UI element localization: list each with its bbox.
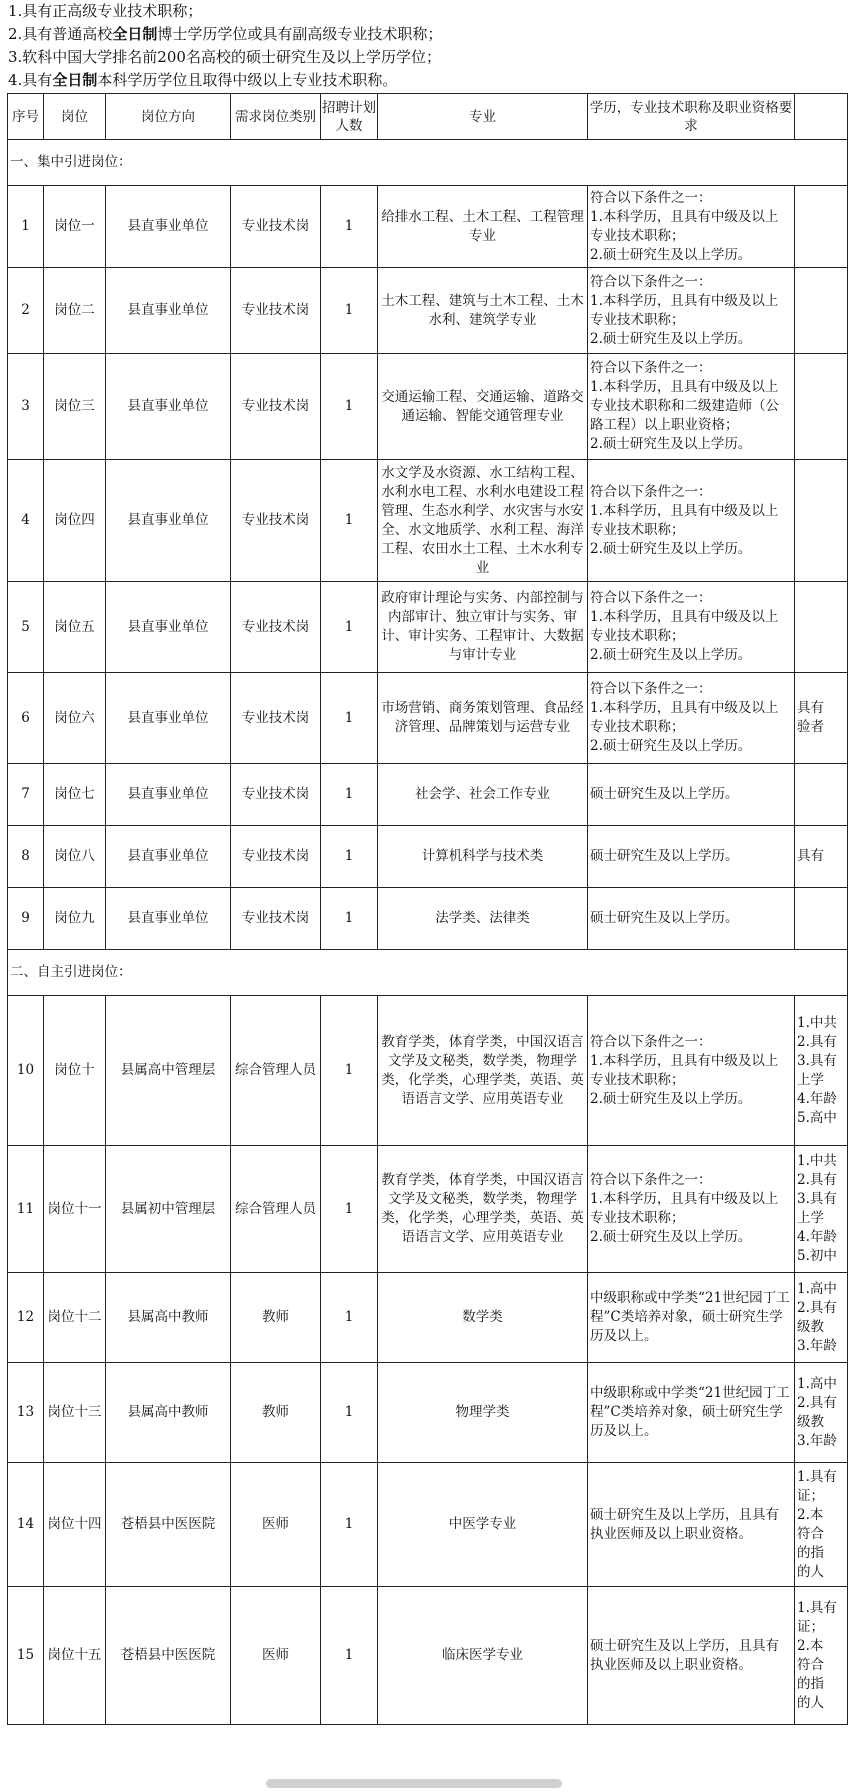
requirement-line: 符合以下条件之一： [590, 1033, 712, 1050]
cell-direction: 县直事业单位 [106, 186, 231, 268]
other-line: 的指 [797, 1544, 824, 1561]
requirement-line: 1.本科学历，且具有中级及以上 [590, 1191, 779, 1207]
cell-direction: 县直事业单位 [106, 354, 231, 460]
requirement-line: 2.硕士研究生及以上学历。 [590, 647, 752, 663]
cell-no: 14 [8, 1463, 44, 1587]
other-line: 3.具有 [797, 1191, 837, 1207]
table-header-row [8, 94, 848, 140]
cell-major: 教育学类，体育学类，中国汉语言文学及文秘类，数学类，物理学类，化学类，心理学类，英语、英语语言文学、应用英语专业 [378, 996, 588, 1146]
requirement-line: 硕士研究生及以上学历。 [590, 910, 739, 926]
requirement-line: 历及以上。 [590, 1423, 658, 1439]
other-line: 具有 [797, 848, 824, 864]
cell-count: 1 [321, 996, 378, 1146]
cell-post: 岗位十二 [44, 1273, 106, 1363]
cell-requirements [588, 460, 795, 582]
other-line: 级教 [797, 1413, 824, 1430]
requirement-line: 符合以下条件之一： [590, 360, 712, 376]
requirement-line: 程”C类培养对象，硕士研究生学 [590, 1404, 783, 1420]
other-line: 上学 [797, 1071, 824, 1088]
cell-other [795, 1363, 848, 1463]
other-line: 2.具有 [797, 1172, 837, 1188]
requirement-line: 1.本科学历，且具有中级及以上 [590, 502, 779, 519]
cell-other [795, 888, 848, 950]
cell-other [795, 673, 848, 764]
cell-count: 1 [321, 460, 378, 582]
cell-type: 专业技术岗 [231, 460, 321, 582]
requirement-line: 执业医师及以上职业资格。 [590, 1525, 752, 1542]
cell-post: 岗位十四 [44, 1463, 106, 1587]
cell-other [795, 1273, 848, 1363]
cell-major: 计算机科学与技术类 [378, 826, 588, 888]
cell-other [795, 582, 848, 673]
table-row [8, 186, 848, 268]
condition-3: 3.软科中国大学排名前200名高校的硕士研究生及以上学历学位； [8, 48, 441, 66]
other-line: 的人 [797, 1694, 824, 1711]
requirement-line: 符合以下条件之一： [590, 273, 712, 290]
cell-type: 教师 [231, 1363, 321, 1463]
requirement-line: 2.硕士研究生及以上学历。 [590, 738, 752, 754]
cell-no: 4 [8, 460, 44, 582]
cell-no: 8 [8, 826, 44, 888]
requirement-line: 2.硕士研究生及以上学历。 [590, 1229, 752, 1245]
other-line: 2.本 [797, 1637, 824, 1654]
table-row [8, 1363, 848, 1463]
other-line: 1.中共 [797, 1014, 837, 1031]
cell-direction: 县属高中教师 [106, 1273, 231, 1363]
other-line: 4.年龄 [797, 1090, 837, 1107]
requirement-line: 专业技术职称和二级建造师（公 [590, 398, 779, 414]
other-line: 2.具有 [797, 1033, 837, 1050]
cell-major: 中医学专业 [378, 1463, 588, 1587]
header-no: 序号 [8, 94, 44, 140]
requirement-line: 符合以下条件之一： [590, 590, 712, 606]
cell-major: 教育学类，体育学类，中国汉语言文学及文秘类，数学类，物理学类，化学类，心理学类，英语、英语语言文学、应用英语专业 [378, 1146, 588, 1273]
cell-requirements [588, 186, 795, 268]
other-line: 证； [797, 1487, 824, 1504]
cell-no: 11 [8, 1146, 44, 1273]
cell-count: 1 [321, 764, 378, 826]
table-row [8, 354, 848, 460]
cell-direction: 苍梧县中医医院 [106, 1587, 231, 1725]
cell-type: 专业技术岗 [231, 186, 321, 268]
other-line: 2.具有 [797, 1394, 837, 1411]
cell-other [795, 354, 848, 460]
cell-other [795, 1463, 848, 1587]
header-requirements: 学历，专业技术职称及职业资格要求 [588, 94, 795, 140]
table-row [8, 268, 848, 354]
cell-major: 交通运输工程、交通运输、道路交通运输、智能交通管理专业 [378, 354, 588, 460]
cell-direction: 县直事业单位 [106, 673, 231, 764]
requirement-line: 2.硕士研究生及以上学历。 [590, 1090, 752, 1107]
cell-count: 1 [321, 1587, 378, 1725]
header-major: 专业 [378, 94, 588, 140]
requirement-line: 硕士研究生及以上学历，且具有 [590, 1637, 779, 1654]
conditions-list [8, 0, 828, 92]
cell-type: 医师 [231, 1463, 321, 1587]
cell-post: 岗位九 [44, 888, 106, 950]
cell-count: 1 [321, 1146, 378, 1273]
cell-type: 专业技术岗 [231, 354, 321, 460]
cell-count: 1 [321, 673, 378, 764]
cell-requirements [588, 1146, 795, 1273]
table-row [8, 673, 848, 764]
cell-requirements [588, 1463, 795, 1587]
cell-type: 综合管理人员 [231, 1146, 321, 1273]
requirement-line: 专业技术职称； [590, 521, 685, 538]
cell-post: 岗位十一 [44, 1146, 106, 1273]
other-line: 1.中共 [797, 1153, 837, 1169]
table-row [8, 996, 848, 1146]
cell-count: 1 [321, 186, 378, 268]
cell-count: 1 [321, 1463, 378, 1587]
requirement-line: 符合以下条件之一： [590, 681, 712, 697]
requirement-line: 硕士研究生及以上学历。 [590, 848, 739, 864]
horizontal-scrollbar[interactable] [266, 1779, 562, 1788]
other-line: 3.具有 [797, 1052, 837, 1069]
other-line: 的指 [797, 1675, 824, 1692]
cell-post: 岗位七 [44, 764, 106, 826]
cell-count: 1 [321, 582, 378, 673]
table-row [8, 888, 848, 950]
requirement-line: 1.本科学历，且具有中级及以上 [590, 1052, 779, 1069]
cell-type: 专业技术岗 [231, 673, 321, 764]
cell-direction: 县直事业单位 [106, 764, 231, 826]
cell-major: 社会学、社会工作专业 [378, 764, 588, 826]
requirement-line: 符合以下条件之一： [590, 483, 712, 500]
cell-direction: 苍梧县中医医院 [106, 1463, 231, 1587]
table-row [8, 826, 848, 888]
requirement-line: 中级职称或中学类“21世纪园丁工 [590, 1290, 790, 1306]
cell-major: 土木工程、建筑与土木工程、土木水利、建筑学专业 [378, 268, 588, 354]
cell-other [795, 268, 848, 354]
table-row [8, 1463, 848, 1587]
section-title: 二、自主引进岗位： [8, 950, 848, 996]
table-row [8, 1146, 848, 1273]
cell-type: 专业技术岗 [231, 764, 321, 826]
cell-direction: 县属高中管理层 [106, 996, 231, 1146]
other-line: 3.年龄 [797, 1432, 837, 1449]
cell-requirements [588, 996, 795, 1146]
header-count: 招聘计划人数 [321, 94, 378, 140]
cell-count: 1 [321, 826, 378, 888]
cell-other [795, 1146, 848, 1273]
other-line: 2.具有 [797, 1299, 837, 1316]
cell-post: 岗位二 [44, 268, 106, 354]
table-row [8, 764, 848, 826]
table-row [8, 582, 848, 673]
requirement-line: 专业技术职称； [590, 1210, 685, 1226]
cell-no: 13 [8, 1363, 44, 1463]
cell-direction: 县直事业单位 [106, 582, 231, 673]
cell-requirements [588, 1587, 795, 1725]
other-line: 的人 [797, 1563, 824, 1580]
cell-post: 岗位三 [44, 354, 106, 460]
other-line: 4.年龄 [797, 1229, 837, 1245]
cell-post: 岗位五 [44, 582, 106, 673]
cell-requirements [588, 354, 795, 460]
other-line: 证； [797, 1618, 824, 1635]
cell-requirements [588, 1273, 795, 1363]
other-line: 1.具有 [797, 1599, 837, 1616]
cell-post: 岗位十 [44, 996, 106, 1146]
cell-type: 专业技术岗 [231, 826, 321, 888]
cell-requirements [588, 1363, 795, 1463]
section-title: 一、集中引进岗位： [8, 140, 848, 186]
cell-major: 法学类、法律类 [378, 888, 588, 950]
cell-direction: 县直事业单位 [106, 460, 231, 582]
requirement-line: 历及以上。 [590, 1328, 658, 1344]
header-type: 需求岗位类别 [231, 94, 321, 140]
requirement-line: 符合以下条件之一： [590, 1172, 712, 1188]
cell-no: 1 [8, 186, 44, 268]
other-line: 符合 [797, 1656, 824, 1673]
condition-4: 4.具有全日制本科学历学位且取得中级以上专业技术职称。 [8, 71, 398, 89]
cell-requirements [588, 582, 795, 673]
requirement-line: 1.本科学历，且具有中级及以上 [590, 379, 779, 395]
positions-table [7, 93, 848, 1725]
cell-requirements [588, 826, 795, 888]
other-line: 1.高中 [797, 1375, 837, 1392]
header-direction: 岗位方向 [106, 94, 231, 140]
cell-major: 给排水工程、土木工程、工程管理专业 [378, 186, 588, 268]
other-line: 验者 [797, 719, 824, 735]
cell-count: 1 [321, 1363, 378, 1463]
cell-type: 专业技术岗 [231, 268, 321, 354]
cell-post: 岗位十三 [44, 1363, 106, 1463]
cell-direction: 县直事业单位 [106, 268, 231, 354]
other-line: 2.本 [797, 1506, 824, 1523]
cell-major: 政府审计理论与实务、内部控制与内部审计、独立审计与实务、审计、审计实务、工程审计、大数据与审计专业 [378, 582, 588, 673]
condition-2: 2.具有普通高校全日制博士学历学位或具有副高级专业技术职称； [8, 25, 443, 43]
requirement-line: 2.硕士研究生及以上学历。 [590, 436, 752, 452]
requirement-line: 专业技术职称； [590, 628, 685, 644]
cell-no: 5 [8, 582, 44, 673]
other-line: 1.高中 [797, 1280, 837, 1297]
cell-type: 综合管理人员 [231, 996, 321, 1146]
requirement-line: 硕士研究生及以上学历，且具有 [590, 1506, 779, 1523]
requirement-line: 专业技术职称； [590, 1071, 685, 1088]
requirement-line: 2.硕士研究生及以上学历。 [590, 330, 752, 347]
requirement-line: 1.本科学历，且具有中级及以上 [590, 208, 779, 225]
requirement-line: 2.硕士研究生及以上学历。 [590, 246, 752, 263]
other-line: 5.高中 [797, 1109, 837, 1126]
cell-post: 岗位八 [44, 826, 106, 888]
cell-direction: 县属高中教师 [106, 1363, 231, 1463]
cell-other [795, 764, 848, 826]
requirement-line: 执业医师及以上职业资格。 [590, 1656, 752, 1673]
cell-type: 专业技术岗 [231, 582, 321, 673]
cell-direction: 县属初中管理层 [106, 1146, 231, 1273]
header-post: 岗位 [44, 94, 106, 140]
cell-major: 数学类 [378, 1273, 588, 1363]
cell-other [795, 1587, 848, 1725]
cell-no: 10 [8, 996, 44, 1146]
cell-count: 1 [321, 888, 378, 950]
table-row [8, 1273, 848, 1363]
cell-no: 9 [8, 888, 44, 950]
other-line: 符合 [797, 1525, 824, 1542]
other-line: 上学 [797, 1210, 824, 1226]
requirement-line: 硕士研究生及以上学历。 [590, 786, 739, 802]
requirement-line: 路工程）以上职业资格； [590, 417, 739, 433]
section-row [8, 950, 848, 996]
cell-no: 6 [8, 673, 44, 764]
cell-post: 岗位四 [44, 460, 106, 582]
cell-no: 12 [8, 1273, 44, 1363]
other-line: 级教 [797, 1318, 824, 1335]
requirement-line: 专业技术职称； [590, 311, 685, 328]
cell-other [795, 460, 848, 582]
cell-post: 岗位十五 [44, 1587, 106, 1725]
other-line: 具有 [797, 700, 824, 716]
requirement-line: 2.硕士研究生及以上学历。 [590, 540, 752, 557]
cell-requirements [588, 888, 795, 950]
cell-type: 教师 [231, 1273, 321, 1363]
cell-requirements [588, 268, 795, 354]
cell-direction: 县直事业单位 [106, 826, 231, 888]
requirement-line: 1.本科学历，且具有中级及以上 [590, 700, 779, 716]
requirement-line: 1.本科学历，且具有中级及以上 [590, 292, 779, 309]
cell-major: 物理学类 [378, 1363, 588, 1463]
cell-other [795, 996, 848, 1146]
table-row [8, 460, 848, 582]
cell-type: 专业技术岗 [231, 888, 321, 950]
cell-no: 15 [8, 1587, 44, 1725]
header-other [795, 94, 848, 140]
cell-major: 市场营销、商务策划管理、食品经济管理、品牌策划与运营专业 [378, 673, 588, 764]
cell-type: 医师 [231, 1587, 321, 1725]
cell-no: 2 [8, 268, 44, 354]
cell-other [795, 186, 848, 268]
cell-count: 1 [321, 354, 378, 460]
requirement-line: 专业技术职称； [590, 227, 685, 244]
cell-requirements [588, 673, 795, 764]
requirement-line: 中级职称或中学类“21世纪园丁工 [590, 1385, 790, 1401]
cell-no: 7 [8, 764, 44, 826]
cell-direction: 县直事业单位 [106, 888, 231, 950]
cell-requirements [588, 764, 795, 826]
requirement-line: 程”C类培养对象，硕士研究生学 [590, 1309, 783, 1325]
cell-major: 临床医学专业 [378, 1587, 588, 1725]
requirement-line: 专业技术职称； [590, 719, 685, 735]
cell-post: 岗位一 [44, 186, 106, 268]
requirement-line: 符合以下条件之一： [590, 189, 712, 206]
cell-other [795, 826, 848, 888]
cell-major: 水文学及水资源、水工结构工程、水利水电工程、水利水电建设工程管理、生态水利学、水灾害与水安全、水文地质学、水利工程、海洋工程、农田水土工程、土木水利专业 [378, 460, 588, 582]
other-line: 3.年龄 [797, 1337, 837, 1354]
other-line: 1.具有 [797, 1468, 837, 1485]
cell-count: 1 [321, 1273, 378, 1363]
condition-1: 1.具有正高级专业技术职称； [8, 2, 203, 20]
other-line: 5.初中 [797, 1248, 837, 1264]
table-row [8, 1587, 848, 1725]
cell-no: 3 [8, 354, 44, 460]
requirement-line: 1.本科学历，且具有中级及以上 [590, 609, 779, 625]
section-row [8, 140, 848, 186]
cell-post: 岗位六 [44, 673, 106, 764]
cell-count: 1 [321, 268, 378, 354]
